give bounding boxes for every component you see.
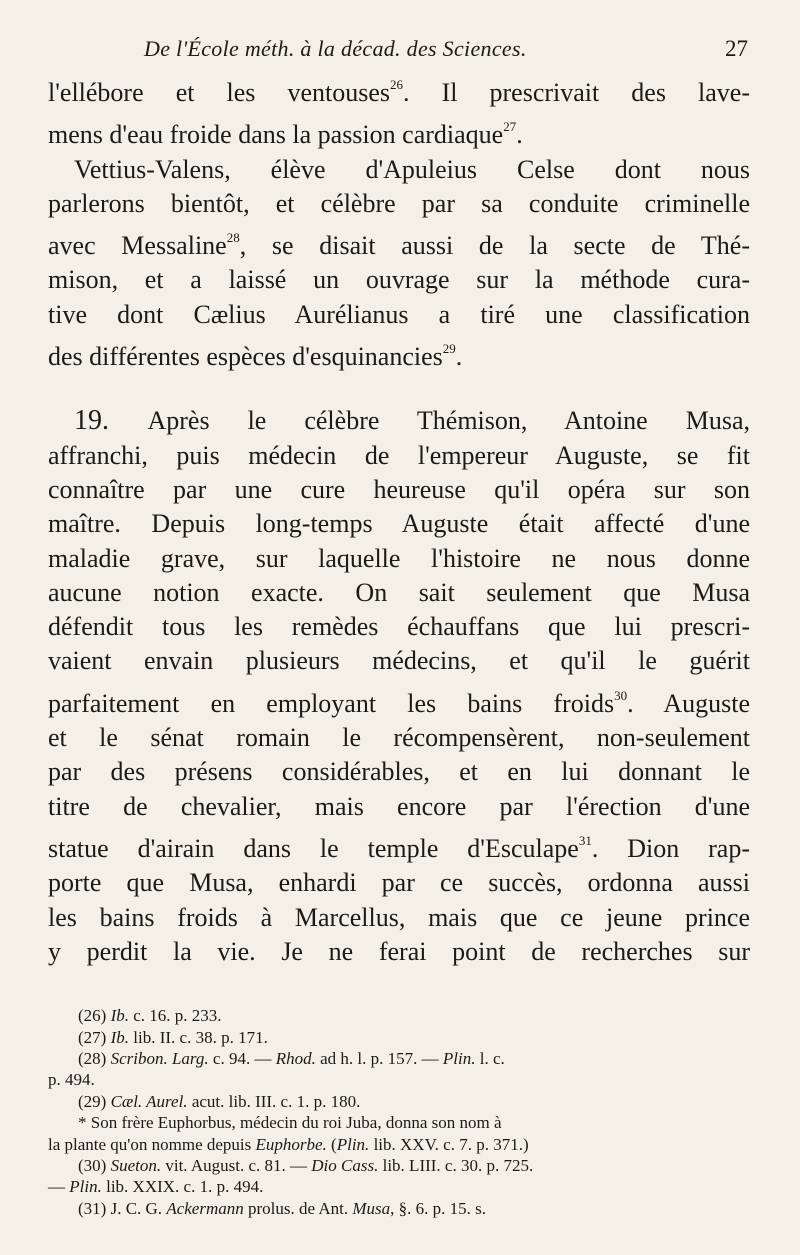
text-segment: vaient envain plusieurs médecins, et qu'il le guérit — [48, 646, 750, 676]
footnote-text: — — [48, 1177, 70, 1197]
text-line — [48, 404, 750, 438]
text-segment: titre de chevalier, mais encore par l'érection d'une — [48, 791, 750, 821]
footnote-text: acut. lib. III. c. 1. p. 180. — [187, 1091, 361, 1111]
text-line — [48, 935, 750, 969]
footnote-mark: (27) — [78, 1027, 111, 1047]
text-line — [48, 332, 750, 374]
text-line — [48, 153, 750, 187]
footnote — [78, 1027, 750, 1048]
text-segment: les bains froids à Marcellus, mais que ce jeune prince — [48, 902, 750, 932]
footnote-ref: 30 — [614, 687, 628, 703]
text-segment: affranchi, puis médecin de l'empereur Auguste, se fit — [48, 440, 750, 470]
paragraph-1 — [48, 68, 750, 153]
text-line — [48, 110, 750, 152]
text-line — [48, 576, 750, 610]
text-line — [48, 263, 750, 297]
footnote-ref: 28 — [226, 230, 240, 246]
footnote-mark: (26) — [78, 1006, 111, 1026]
text-line — [48, 298, 750, 332]
footnote-text: Musa — [352, 1198, 391, 1218]
text-segment: aucune notion exacte. On sait seulement que Musa — [48, 577, 750, 607]
text-segment: . Il prescrivait des lave- — [403, 78, 750, 107]
text-segment: connaître par une cure heureuse qu'il opéra sur son — [48, 474, 750, 504]
footnote-mark: (28) — [78, 1048, 111, 1068]
footnote — [48, 1176, 750, 1197]
footnote-text: c. 16. p. 233. — [129, 1006, 222, 1026]
footnote-text: c. 94. — — [208, 1048, 276, 1068]
footnote — [48, 1069, 750, 1090]
text-segment: maladie grave, sur laquelle l'histoire ne nous donne — [48, 543, 750, 573]
footnote-text: Euphorbe. — [255, 1134, 327, 1154]
footnote-text: Scribon. Larg. — [110, 1048, 209, 1068]
footnotes — [48, 1005, 750, 1219]
footnote-text: ad h. l. p. 157. — — [315, 1048, 443, 1068]
text-segment: avec Messaline — [48, 231, 227, 261]
footnote-text: Ib. — [110, 1006, 129, 1026]
footnote-text: lib. XXIX. c. 1. p. 494. — [101, 1177, 264, 1197]
text-line — [48, 473, 750, 507]
text-segment: Après le célèbre Thémison, Antoine Musa, — [147, 406, 750, 436]
text-line — [48, 824, 750, 866]
text-line — [48, 439, 750, 473]
footnote-text: , §. 6. p. 15. s. — [390, 1198, 486, 1218]
paragraph-2 — [48, 153, 750, 375]
footnote-text: p. 494. — [48, 1070, 95, 1090]
text-segment: et le sénat romain le récompensèrent, non-seulement — [48, 723, 750, 753]
text-line — [48, 866, 750, 900]
footnote — [78, 1112, 750, 1133]
text-segment: par des présens considérables, et en lui donnant le — [48, 757, 750, 787]
footnote-text: Sueton. — [110, 1155, 162, 1175]
footnote-text: prolus. de Ant. — [243, 1198, 353, 1218]
text-line — [48, 507, 750, 541]
footnote-ref: 27 — [503, 119, 517, 135]
text-segment: maître. Depuis long-temps Auguste était affecté d'une — [48, 509, 750, 539]
footnote-mark: (29) — [78, 1091, 111, 1111]
text-line — [48, 721, 750, 755]
text-line — [48, 221, 750, 263]
text-segment: parfaitement en employant les bains froids — [48, 688, 615, 718]
footnote-text: Rhod. — [275, 1048, 316, 1068]
footnote-text: la plante qu'on nomme depuis — [48, 1134, 256, 1154]
paragraph-gap — [48, 374, 750, 404]
text-line — [48, 755, 750, 789]
footnote — [48, 1134, 750, 1155]
page-header — [48, 34, 750, 68]
text-segment: porte que Musa, enhardi par ce succès, ordonna aussi — [48, 868, 750, 898]
footnote-mark: (31) — [78, 1198, 111, 1218]
footnote — [78, 1048, 750, 1069]
footnote — [78, 1005, 750, 1026]
footnote-mark: (30) — [78, 1155, 111, 1175]
text-segment: , se disait aussi de la secte de Thé- — [239, 231, 750, 261]
text-segment: . — [455, 342, 463, 372]
text-line — [48, 187, 750, 221]
text-segment: mison, et a laissé un ouvrage sur la méthode cura- — [48, 265, 750, 295]
footnote-text: lib. II. c. 38. p. 171. — [129, 1027, 268, 1047]
footnote — [78, 1091, 750, 1112]
text-segment: . Auguste — [627, 688, 750, 718]
footnote-text: Plin. — [442, 1048, 476, 1068]
text-segment: . — [516, 120, 523, 150]
paragraph-3 — [48, 404, 750, 969]
text-line — [48, 542, 750, 576]
footnote — [78, 1198, 750, 1219]
text-segment: statue d'airain dans le temple d'Esculape — [48, 833, 579, 863]
text-segment: Vettius-Valens, élève d'Apuleius Celse dont nous — [74, 154, 750, 184]
text-line — [48, 679, 750, 721]
footnote-text: Ib. — [110, 1027, 129, 1047]
text-line — [48, 790, 750, 824]
footnote-text: Son frère Euphorbus, médecin du roi Juba, donna son nom à — [90, 1113, 502, 1133]
text-segment: des différentes espèces d'esquinancies — [48, 342, 443, 372]
text-segment: mens d'eau froide dans la passion cardiaque — [48, 120, 504, 150]
text-line — [48, 68, 750, 110]
text-segment: . Dion rap- — [591, 833, 751, 863]
footnote-text: J. C. G. — [110, 1198, 167, 1218]
footnote-text: vit. August. c. 81. — — [161, 1155, 312, 1175]
footnote-text: Ackermann — [166, 1198, 244, 1218]
footnote-text: lib. XXV. c. 7. p. 371.) — [369, 1134, 529, 1154]
footnote-text: ( — [326, 1134, 337, 1154]
section-number: 19. — [74, 405, 148, 437]
text-line — [48, 644, 750, 678]
footnote — [78, 1155, 750, 1176]
footnote-mark: * — [78, 1113, 91, 1133]
running-title: De l'École méth. à la décad. des Sciences. — [144, 36, 527, 61]
footnote-text: Cæl. Aurel. — [110, 1091, 188, 1111]
footnote-ref: 31 — [578, 832, 592, 848]
footnote-text: Plin. — [69, 1177, 102, 1197]
footnote-text: Dio Cass. — [311, 1155, 379, 1175]
footnote-ref: 29 — [442, 341, 456, 357]
text-line — [48, 610, 750, 644]
footnote-text: lib. LIII. c. 30. p. 725. — [378, 1155, 534, 1175]
footnote-text: Plin. — [336, 1134, 370, 1154]
page-number: 27 — [725, 36, 748, 61]
footnote-ref: 26 — [390, 77, 404, 92]
text-segment: tive dont Cælius Aurélianus a tiré une classification — [48, 299, 750, 329]
text-segment: parlerons bientôt, et célèbre par sa conduite criminelle — [48, 188, 750, 218]
text-segment: y perdit la vie. Je ne ferai point de recherches sur — [48, 936, 750, 966]
text-segment: défendit tous les remèdes échauffans que lui prescri- — [48, 612, 750, 642]
text-segment: l'ellébore et les ventouses — [48, 78, 391, 107]
footnote-text: l. c. — [475, 1048, 505, 1068]
text-line — [48, 901, 750, 935]
